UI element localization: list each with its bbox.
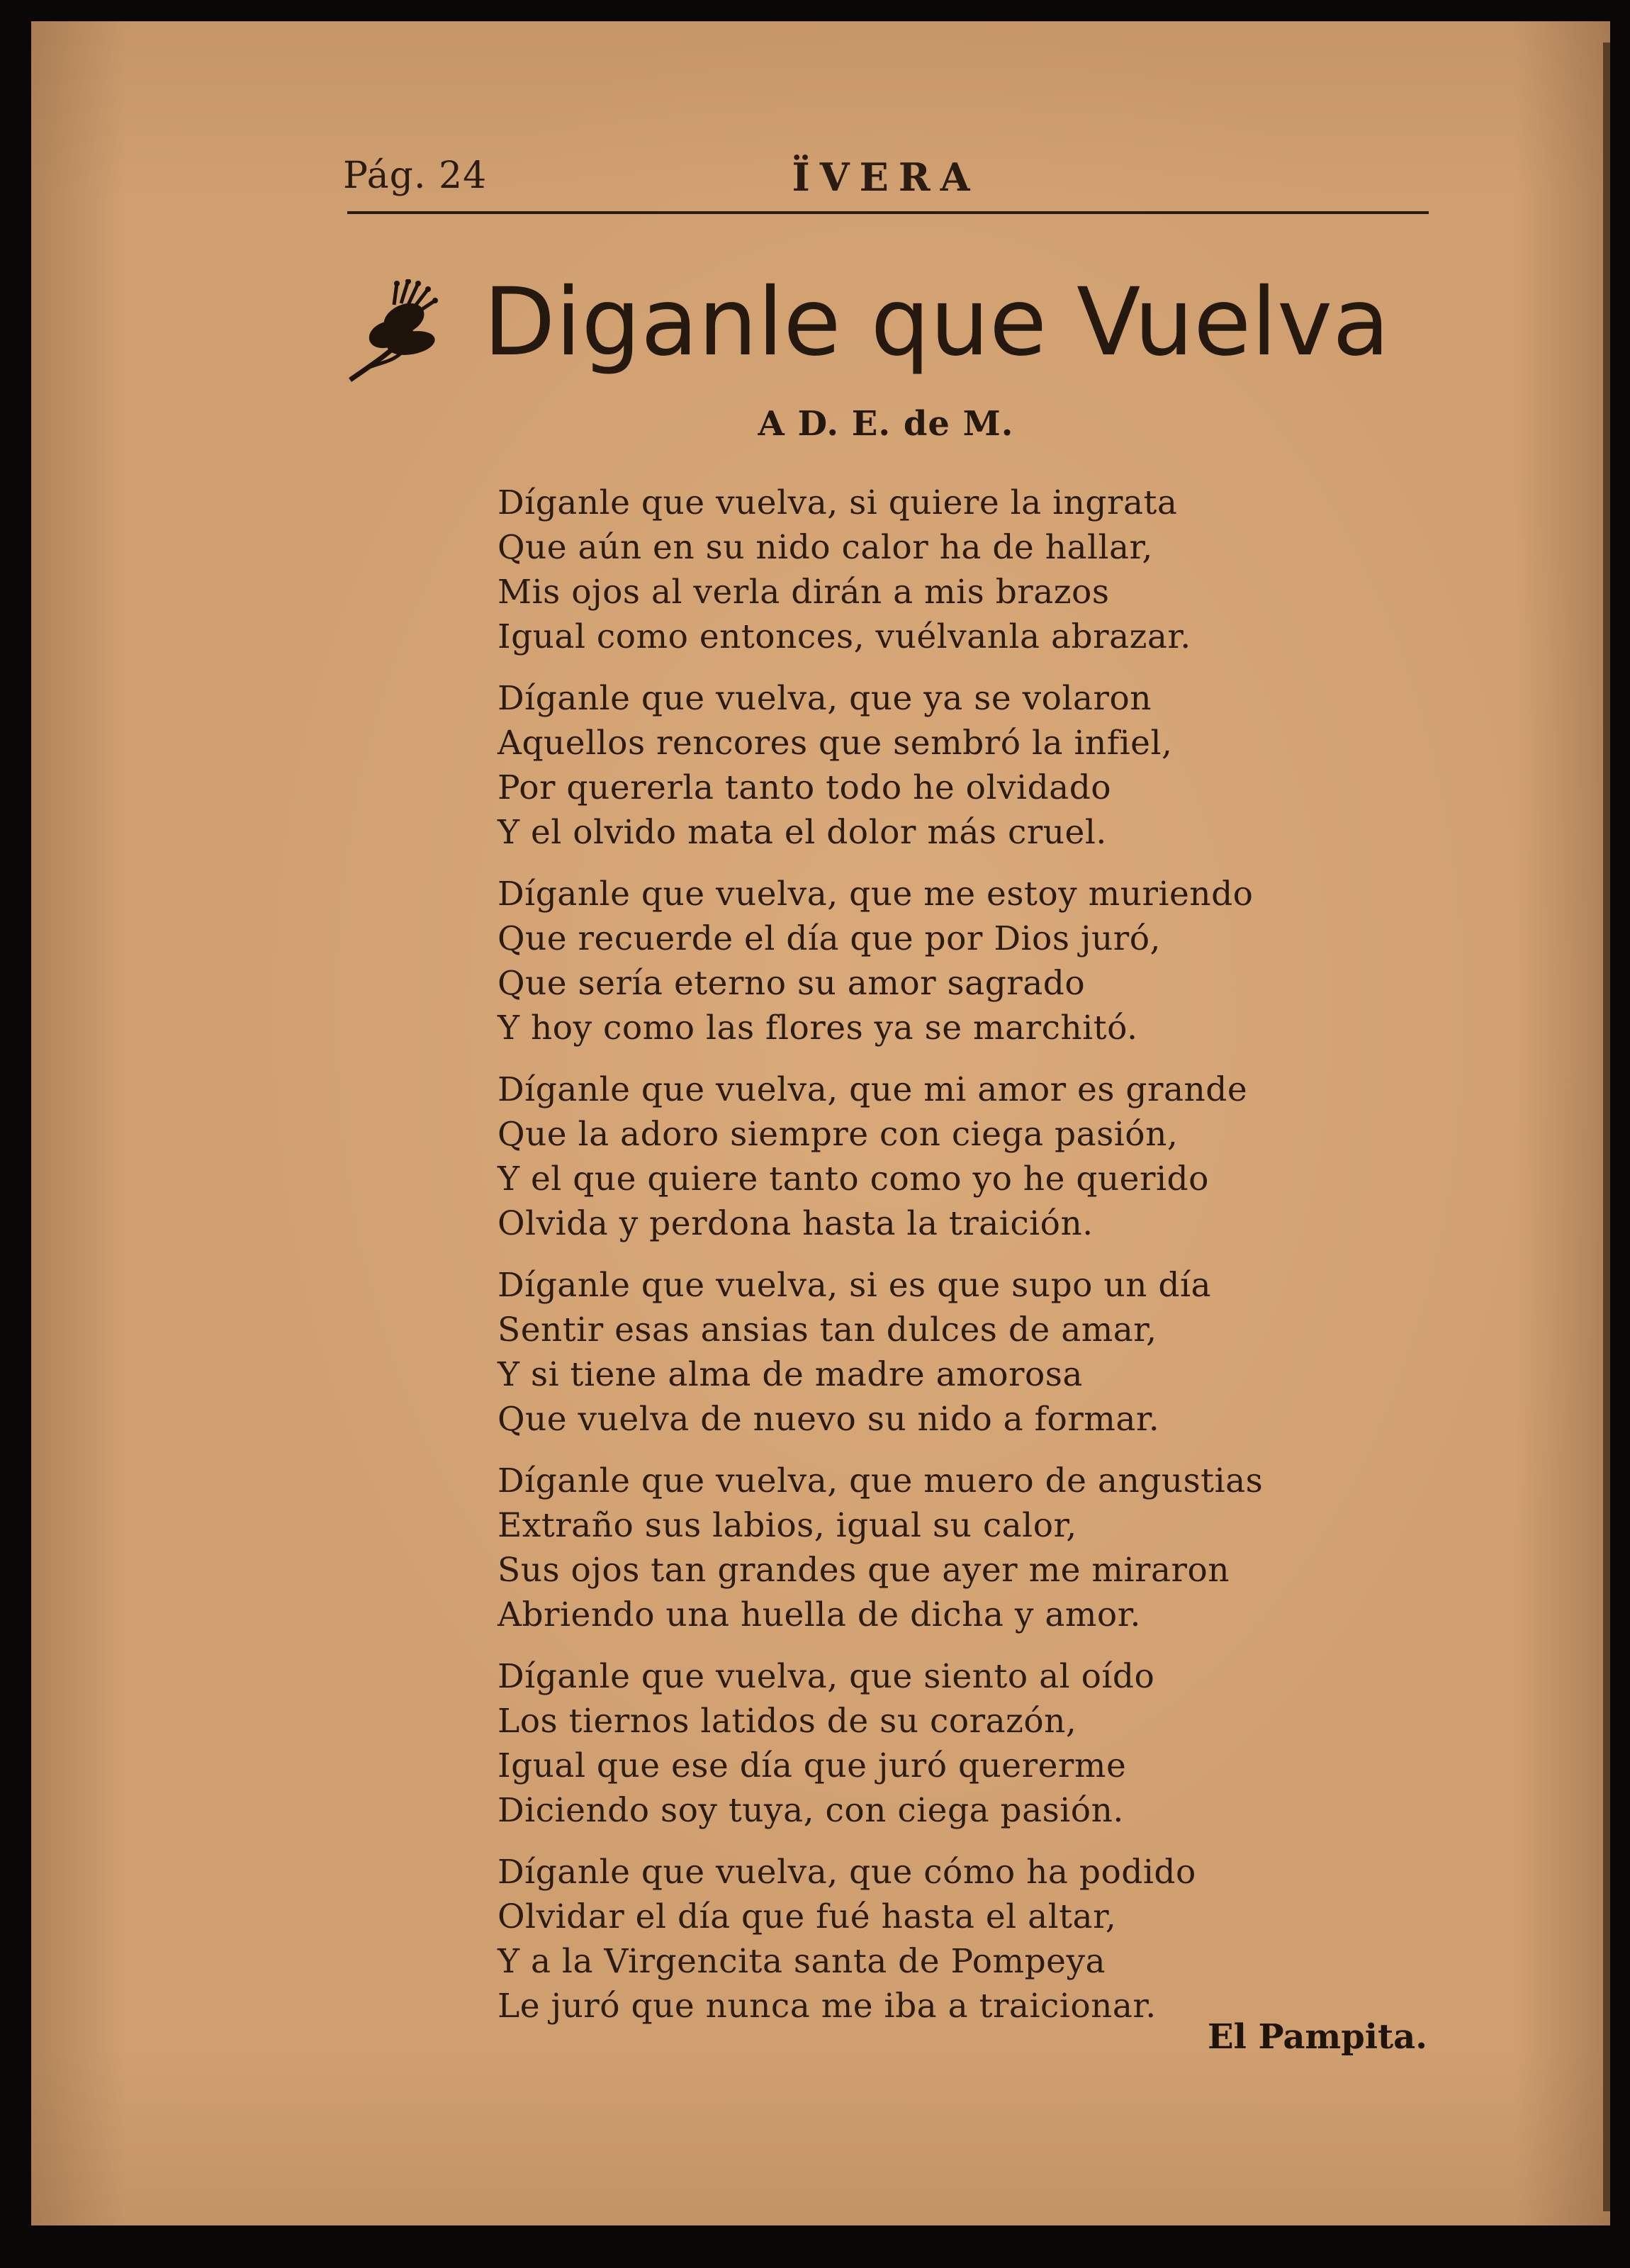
stanza	[498, 1263, 1447, 1442]
poem-line: Aquellos rencores que sembró la infiel,	[498, 724, 1173, 763]
poem-line: Olvidar el día que fué hasta el altar,	[498, 1897, 1117, 1936]
poem-line: Y a la Virgencita santa de Pompeya	[498, 1942, 1106, 1981]
poem-line: Díganle que vuelva, si quiere la ingrata	[498, 483, 1178, 522]
stanza	[498, 872, 1447, 1050]
page-number: Pág. 24	[343, 155, 488, 197]
dedication: A D. E. de M.	[758, 404, 1014, 444]
stanza	[498, 1459, 1447, 1637]
poem-line: Que sería eterno su amor sagrado	[498, 964, 1086, 1003]
poem-line: Que aún en su nido calor ha de hallar,	[498, 528, 1153, 567]
poem-line: Que vuelva de nuevo su nido a formar.	[498, 1400, 1160, 1439]
poem-body	[498, 481, 1447, 2045]
poem-line: Mis ojos al verla dirán a mis brazos	[498, 573, 1110, 612]
poem-line: Sus ojos tan grandes que ayer me miraron	[498, 1551, 1230, 1590]
running-title: ÏVERA	[792, 155, 980, 200]
poem-line: Y el que quiere tanto como yo he querido	[498, 1160, 1209, 1198]
poem-line: Díganle que vuelva, que cómo ha podido	[498, 1853, 1196, 1892]
poem-line: Díganle que vuelva, que mi amor es grande	[498, 1070, 1248, 1109]
poem-line: Olvida y perdona hasta la traición.	[498, 1204, 1094, 1243]
poem-line: Le juró que nunca me iba a traicionar.	[498, 1987, 1157, 2026]
poem-line: Extraño sus labios, igual su calor,	[498, 1506, 1077, 1545]
poem-line: Igual que ese día que juró quererme	[498, 1746, 1127, 1785]
stanza	[498, 676, 1447, 855]
flower-ornament-icon	[344, 279, 451, 386]
poem-line: Díganle que vuelva, que me estoy muriendo	[498, 875, 1254, 914]
poem-title: Diganle que Vuelva	[483, 268, 1390, 377]
poem-line: Y hoy como las flores ya se marchitó.	[498, 1009, 1138, 1048]
poem-line: Que recuerde el día que por Dios juró,	[498, 919, 1161, 958]
poem-line: Sentir esas ansias tan dulces de amar,	[498, 1310, 1157, 1349]
poem-line: Abriendo una huella de dicha y amor.	[498, 1595, 1141, 1634]
header-rule	[347, 211, 1429, 214]
poem-line: Igual como entonces, vuélvanla abrazar.	[498, 617, 1191, 656]
stanza	[498, 1654, 1447, 1833]
poem-line: Y el olvido mata el dolor más cruel.	[498, 813, 1107, 852]
author-signature: El Pampita.	[1207, 2017, 1427, 2057]
poem-line: Díganle que vuelva, que ya se volaron	[498, 679, 1152, 718]
poem-line: Díganle que vuelva, si es que supo un día	[498, 1266, 1212, 1305]
poem-line: Los tiernos latidos de su corazón,	[498, 1702, 1077, 1741]
stanza	[498, 1850, 1447, 2028]
poem-line: Que la adoro siempre con ciega pasión,	[498, 1115, 1179, 1154]
poem-line: Díganle que vuelva, que muero de angustias	[498, 1461, 1264, 1500]
poem-line: Diciendo soy tuya, con ciega pasión.	[498, 1791, 1124, 1830]
poem-line: Por quererla tanto todo he olvidado	[498, 768, 1112, 807]
stanza	[498, 1067, 1447, 1246]
title-row	[344, 269, 1450, 390]
poem-line: Díganle que vuelva, que siento al oído	[498, 1657, 1155, 1696]
running-header	[343, 155, 1429, 206]
binding-edge	[1603, 43, 1610, 2211]
stanza	[498, 481, 1447, 659]
poem-line: Y si tiene alma de madre amorosa	[498, 1355, 1083, 1394]
